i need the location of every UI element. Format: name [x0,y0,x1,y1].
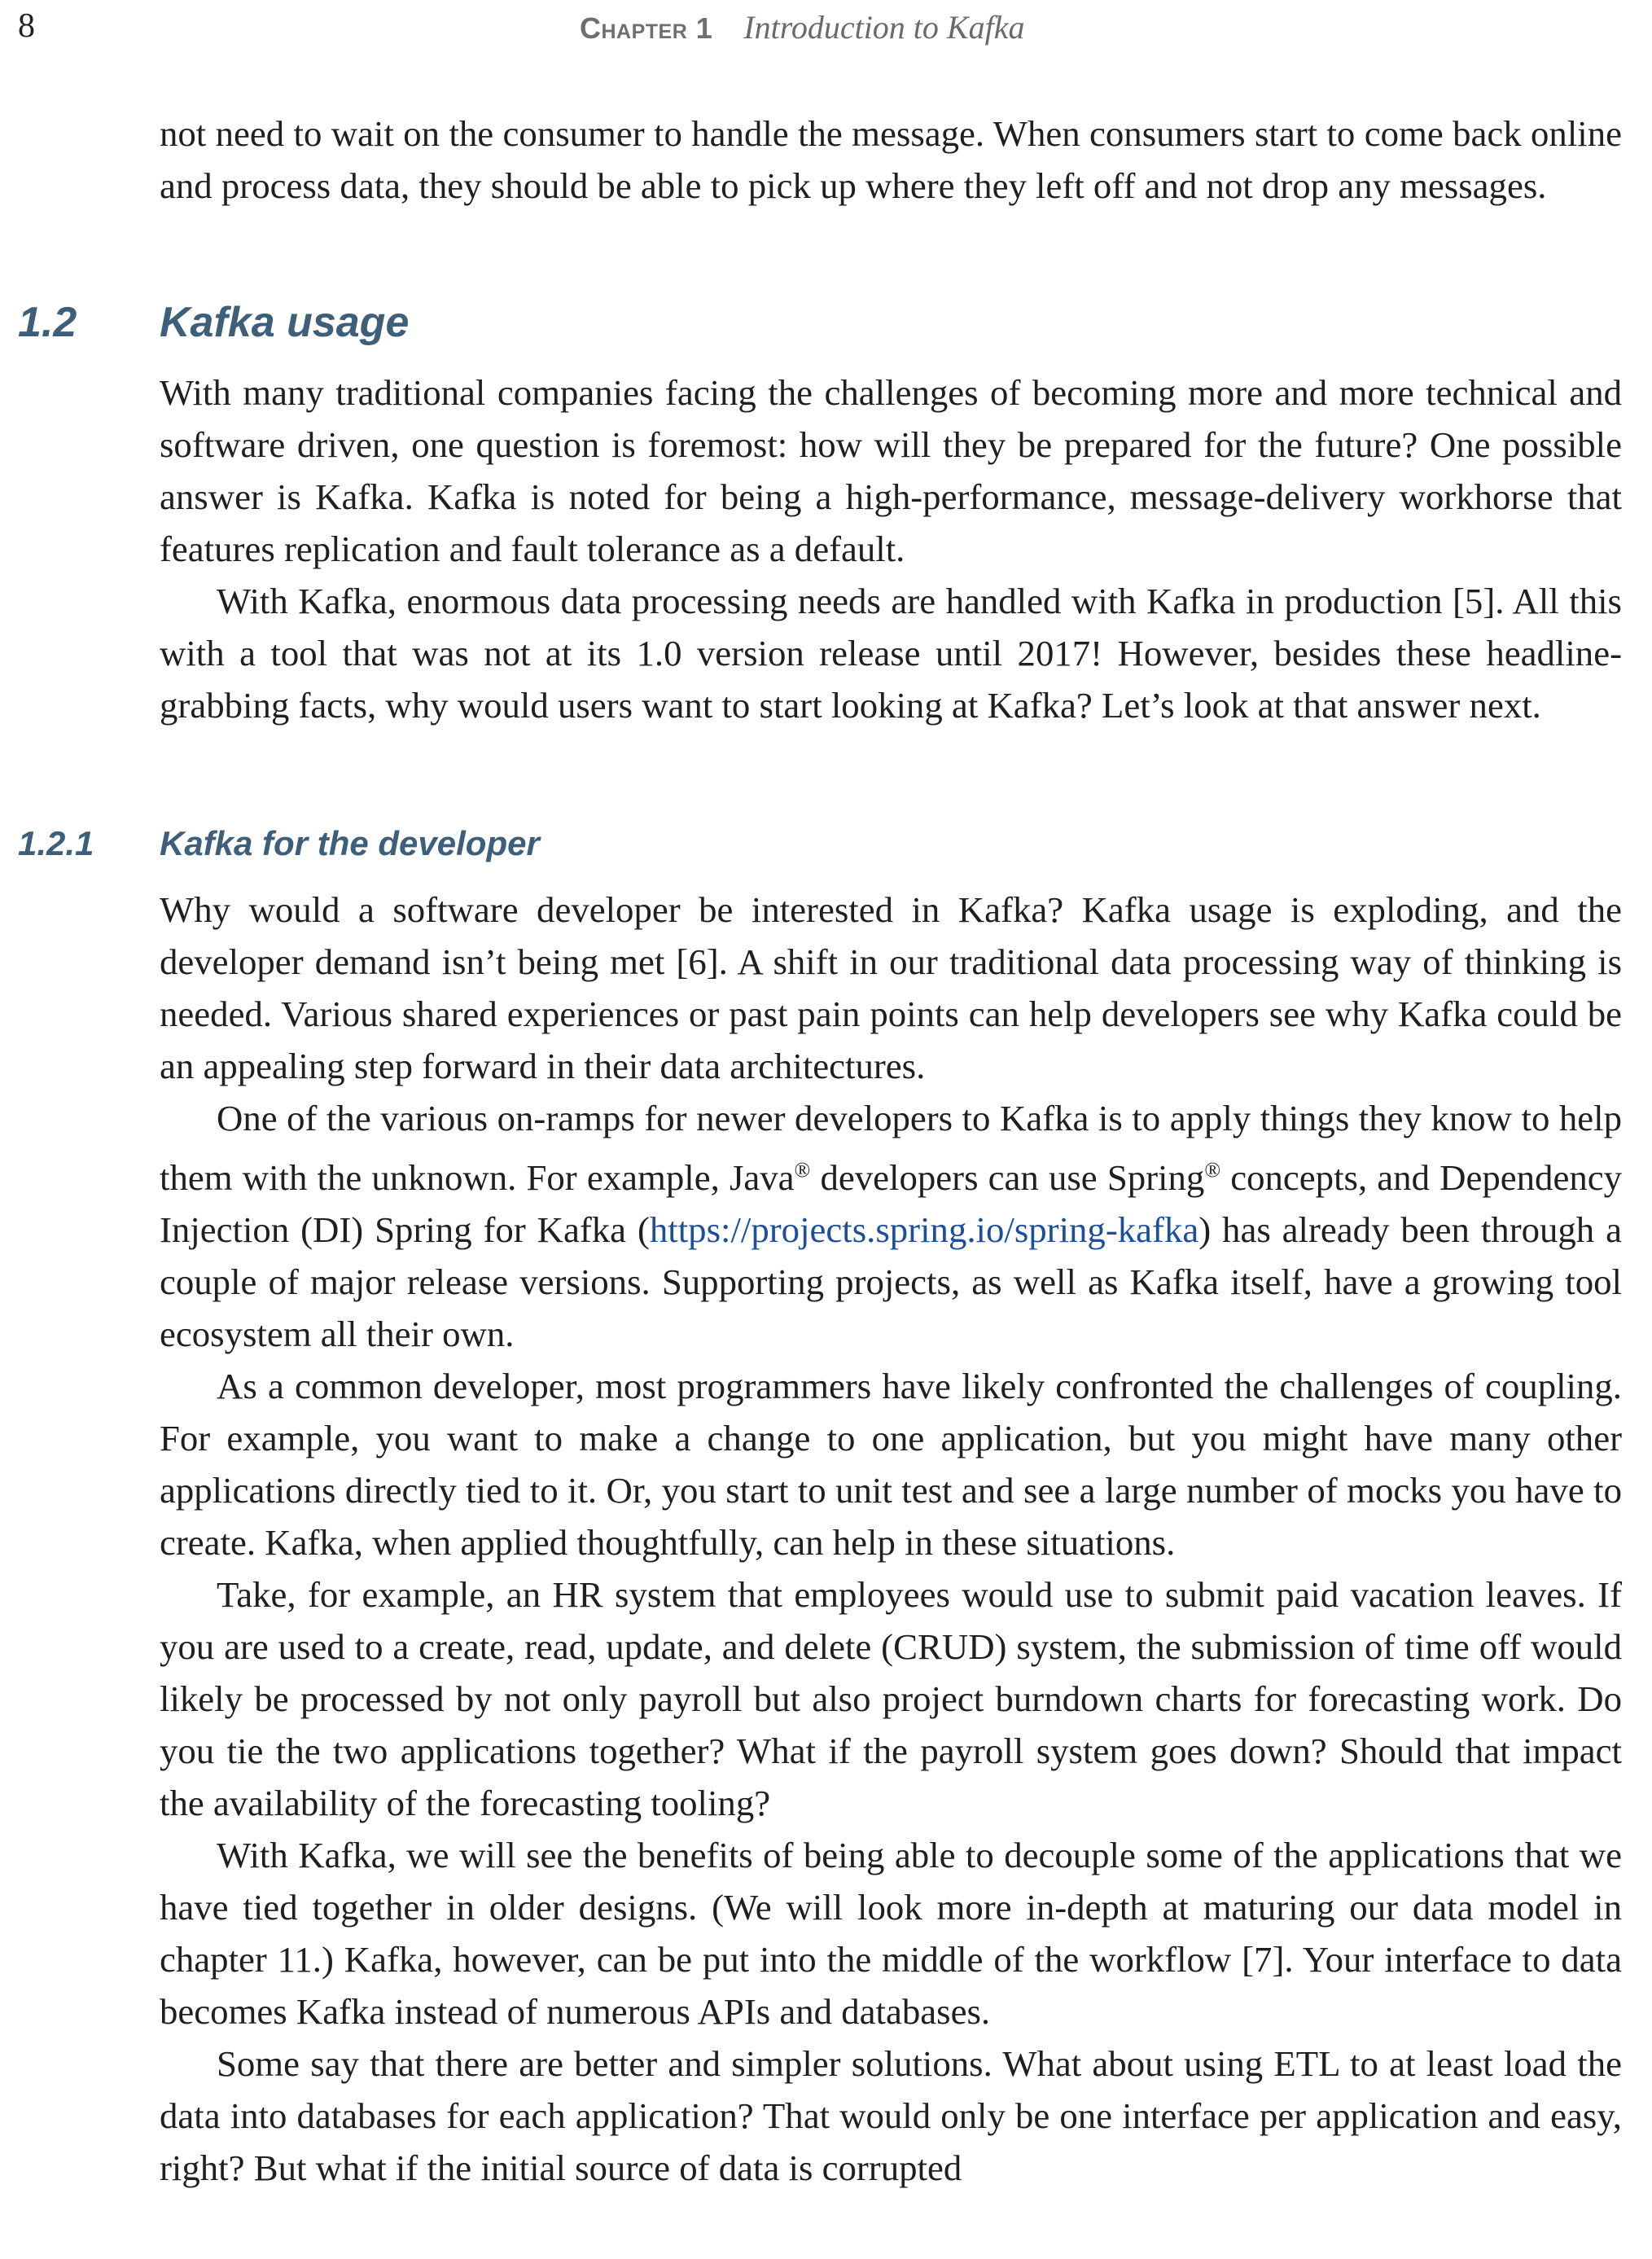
paragraph: Take, for example, an HR system that employees would use to submit paid vacation leaves. If you are used to a create, read, update, and delete (CRUD) system, the submission of time off would likely be processed by not only payroll but also project burndown charts for forecasting work. Do you tie the two applications together? What if the payroll system goes down? Should that impact the availability of the forecasting tooling? [160,1573,1622,1823]
section-1-2-1-body [160,884,1622,2194]
text-run: concepts, and Dependency Injection (DI) Spring for Kafka ( [160,1156,1623,1250]
chapter-title: Introduction to Kafka [743,9,1025,46]
paragraph: As a common developer, most programmers have likely confronted the challenges of coupling. For example, you want to make a change to one application, but you might have many other applications directly tied to it. Or, you start to unit test and see a large number of mocks you have to create. Kafka, when applied thoughtfully, can help in these situations. [160,1365,1622,1563]
section-title-kafka-usage: Kafka usage [160,299,410,346]
section-number-1-2-1: 1.2.1 [18,824,94,862]
text-run: One of the various on-ramps for newer developers to Kafka is to apply things they know to help them with the unknown. For example, Java [160,1098,1622,1198]
paragraph-with-link [160,1092,1622,1360]
paragraph: Some say that there are better and simpler solutions. What about using ETL to at least load the data into databases for each application? That would only be one interface per application and easy, right? But what if the initial source of data is corrupted [160,2042,1622,2188]
paragraph: Why would a software developer be interested in Kafka? Kafka usage is exploding, and the developer demand isn’t being met [6]. A shift in our traditional data processing way of thinking is needed. Various shared experiences or past pain points can help developers see why Kafka could be an appealing step forward in their data architectures. [160,889,1622,1086]
text-run: developers can use Spring [810,1156,1205,1198]
paragraph: With many traditional companies facing the challenges of becoming more and more technical and software driven, one question is foremost: how will they be prepared for the future? One possible answer is Kafka. Kafka is noted for being a high-performance, message-delivery workhorse that features replication and fault tolerance as a default. [160,372,1622,569]
paragraph: With Kafka, enormous data processing needs are handled with Kafka in production [5]. All this with a tool that was not at its 1.0 version release until 2017! However, besides these headline-grabbing facts, why would users want to start looking at Kafka? Let’s look at that answer next. [160,581,1622,726]
intro-paragraph: not need to wait on the consumer to handle the message. When consumers start to come back online and process data, they should be able to pick up where they left off and not drop any messages. [160,113,1622,206]
section-1-2-body [160,366,1622,731]
paragraph: With Kafka, we will see the benefits of being able to decouple some of the applications that we have tied together in older designs. (We will look more in-depth at maturing our data model in chapter 11.) Kafka, however, can be put into the middle of the workflow [7]. Your interface to data becomes Kafka instead of numerous APIs and databases. [160,1834,1622,2032]
chapter-label: Chapter 1 [580,11,713,45]
running-head [580,8,1024,46]
page-number: 8 [18,7,35,45]
section-title-kafka-for-the-developer: Kafka for the developer [160,824,540,862]
registered-mark: ® [1204,1158,1221,1182]
intro-paragraph-block [160,107,1622,212]
registered-mark: ® [794,1158,811,1182]
section-number-1-2: 1.2 [18,299,77,346]
text-run: ) has already been through a couple of major release versions. Supporting projects, as well as Kafka itself, have a growing tool ecosystem all their own. [160,1208,1622,1354]
spring-kafka-link[interactable]: https://projects.spring.io/spring-kafka [649,1208,1199,1250]
